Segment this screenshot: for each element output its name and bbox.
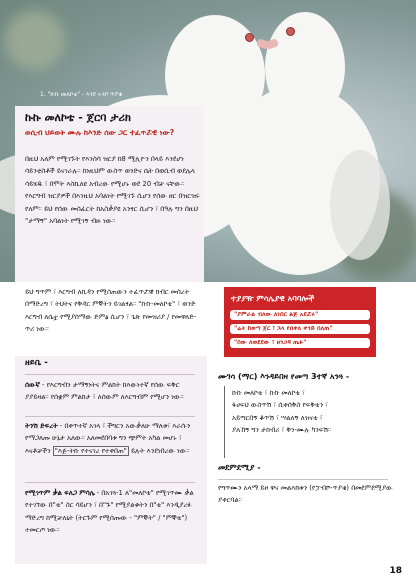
right-dove-eye (286, 27, 295, 36)
page-number: 18 (389, 566, 402, 576)
personification-text: - የእርግብን ታማኝነትና ምልክት ከእውነተኛ የሰው ፍቅር ያያይዛል። የሰቋም ምልክታ ፣ ለሰውም ለእርግብም የሚሆን ነው። (25, 381, 184, 402)
divider (25, 374, 195, 375)
proverb-item: "ያምራል ብለው ለነሰር ልጅ አደሯሩ" (230, 310, 370, 320)
verse-line: አይጣርበኝ ቆጥሽ ፣ ሣልለኝ ለዝናቴ ፣ (232, 413, 323, 422)
right-dove-head (265, 12, 345, 122)
verse (232, 387, 382, 437)
divider (25, 482, 195, 483)
personification-paragraph (25, 379, 201, 404)
right-dove-shadow (330, 150, 390, 260)
bokeh-light (5, 10, 65, 70)
rhyme-paragraph (25, 487, 203, 537)
style-heading: ዘይቤ - (25, 358, 48, 368)
divider (25, 416, 195, 417)
divider (218, 479, 388, 480)
left-dove-eye (245, 33, 254, 42)
card-body: በዚህ አለም የሚገኙት የእንስሳ ዝርያ ከ8 ሚሊዮን በላይ እንደሆነ ሳይንቲስቶች ይናገራሉ። ከነዚህም ውስጥ ወንድና ሴት በወሲብ ወደሌላ ሳይሄዱ ፣ በሞት እስኪለዩ አብረው የሚሆኑ ወደ 20 ብቻ ናቸው። የእርግብ ዝርያዎች በእንዚህ አባልነት የሚገኙ ሲሆን የሰው ዘር በዝርዝሩ የለም። ይህ የሰው መስፈርት ከአስቃያዩ አንፃር ሲሆን ፣ በዓሉ ግን በዚህ "ታማኝ" አባልነት የሚገኝ ብዙ ነው። (25, 155, 200, 226)
verse-bar (224, 386, 225, 458)
conclusion-heading: መደምደሚያ - (218, 463, 261, 472)
boxed-proverb: "እጅ-ትኩ የተናገረ የተቀበጠ" (54, 446, 127, 455)
verse-line: ኩኩ መለኮቴ ፣ ኩኩ መለኮቴ ፣ (232, 389, 305, 397)
rhyme-text: - በአገጓ-1 ለ"መለኮቴ" የሚገጥሙ ቃል የተገኘው በ"ቴ" ስር ሳይሆን ፣ በ"ጉ" የሚያልቁትን በ"ቴ" እንዲያረፉ ማድረግ ከሚቻለኒት (ትርጉም የሚሰጡው - "ምኞት" / "ምኞቴ") ተመርጦ ነው። (25, 489, 194, 535)
verse-line: ያለኸኝ ግን ታከብሪ ፣ ቅን-ሙሉ ካንፍሽ። (232, 426, 331, 435)
related-proverbs-title: ተያያዥ ምሳሌያዊ አባባሎች (231, 294, 315, 303)
proverb-item: "ሰው ለወደደው ፣ ዘንጋዳ ጤፉ" (230, 338, 370, 348)
boldness-text: - በቀጥተኛ አገላ ፣ ችግርን አውቃለሁ ማለቱ፣ እራሱን የማጋለጡ ሁኔታ አለው። አለመደበባቱ ግን ጭምት አካል መሆኑ ፣ እናቶቻችን (25, 422, 191, 455)
intro-paragraph: ይህ ግጥም ፣ እርግብ ለኪዳን የሚሰጠውን ተፈጥሯዊ ክብር መሰረት በማድረግ ፣ ትህትና የቅዳር ምኞትን ይገልፃል። "ኩኩ-መለኮቴ" ፣ ወንድ እርግብ ለሴቷ የሚያሰማው ድምፅ ሲሆን ፣ ጌጽ የመዝሪያ / የመዋለድ-ጥሪ ነው። (25, 288, 197, 334)
conclusion-text: የግጥሙን አላማ ይዞ ዋና መልእክቱን (የፓብሾ-ጥያቄ) በመደምደሚያው ያቀርባል። (218, 484, 393, 505)
boldness-paragraph (25, 420, 203, 457)
proverb-item: "ሬት ከወጣ ጀር ፣ ኋላ የበቀለ ቀንድ በለጠ" (230, 324, 370, 334)
third-stanza-heading: ሙገሳ (ማር) እንዳይበዛ የመጣ 3ተኛ አንጓ - (218, 372, 350, 381)
photo-caption: 1. "ኩኩ መለኮቴ" - እንደ ኣንሶ ጥያቄ (40, 91, 123, 98)
boldness-label: ትንሽ ድፍረት (25, 422, 58, 430)
verse-line: ፋሀፍህ ውስጥሽ ፣ ሲቀሰቅስ የፍቅቴን ፣ (232, 401, 328, 410)
boldness-text-end: ይሉት እንደነበረው ነው። (128, 446, 190, 455)
card-subtitle: ወሲብ ህይወት ሙሉ ከእንድ ሰው ጋር ተፈጥሯዊ ነው? (25, 128, 175, 137)
personification-label: ሰውኛ (25, 381, 40, 389)
card-title: ኩኩ መለኮቴ - ጀርባ ታሪክ (25, 111, 131, 124)
rhyme-label: የሚገጥም ቃል ፍለጋ ምሳሌ (25, 489, 95, 497)
